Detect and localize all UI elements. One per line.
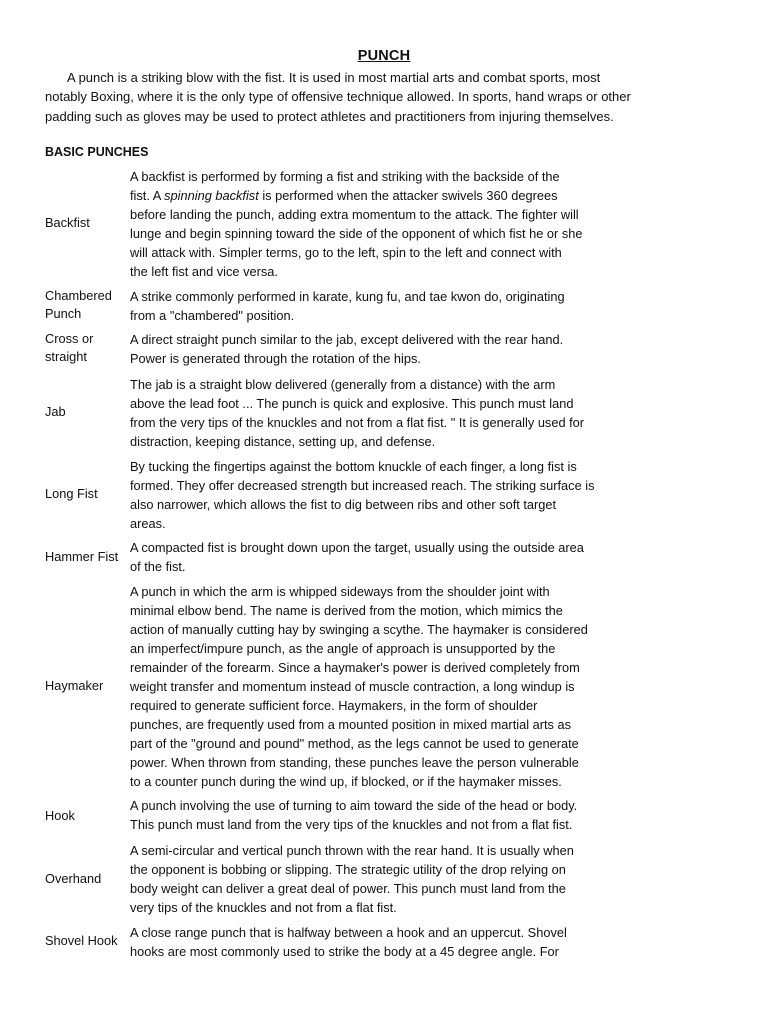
punch-entry-jab: [45, 375, 645, 451]
punch-description: A semi-circular and vertical punch thrown with the rear hand. It is usually when the opponent is bobbing or slipping. The strategic utility of the drop relying on body weight can deliver a great deal of power. This punch must land from the very tips of the knuckles and not from a flat fist.: [130, 843, 574, 915]
punch-term: Overhand: [45, 871, 102, 886]
punch-description: By tucking the fingertips against the bottom knuckle of each finger, a long fist is formed. They offer decreased strength but increased reach. The striking surface is also narrower, which allows the fist to dig between ribs and other soft target areas.: [130, 459, 595, 531]
section-heading: BASIC PUNCHES: [45, 145, 149, 159]
punch-term: Hammer Fist: [45, 549, 119, 564]
emphasis-term: spinning backfist: [164, 188, 259, 203]
punch-description: A punch in which the arm is whipped sideways from the shoulder joint with minimal elbow bend. The name is derived from the motion, which mimics the action of manually cutting hay by swinging a scythe. The haymaker is considered an imperfect/impure punch, as the angle of approach is unsupported by the remainder of the forearm. Since a haymaker's power is derived completely from weight transfer and momentum instead of muscle contraction, a long windup is required to generate sufficient force. Haymakers, in the form of shoulder punches, are frequently used from a mounted position in mixed martial arts as part of the "ground and pound" method, as the legs cannot be used to generate power. When thrown from standing, these punches leave the person vulnerable to a counter punch during the wind up, if blocked, or if the haymaker misses.: [130, 584, 588, 789]
punch-description: A direct straight punch similar to the jab, except delivered with the rear hand. Power is generated through the rotation of the hips.: [130, 332, 564, 366]
intro-paragraph: [45, 68, 695, 126]
punch-entry-hook: [45, 796, 645, 834]
page-title: PUNCH: [357, 48, 411, 64]
punch-description: A close range punch that is halfway between a hook and an uppercut. Shovel hooks are most commonly used to strike the body at a 45 degree angle. For: [130, 925, 567, 959]
punch-entry-overhand: [45, 841, 645, 917]
intro-line: padding such as gloves may be used to protect athletes and practitioners from injuring themselves.: [45, 108, 614, 124]
intro-line: A punch is a striking blow with the fist. It is used in most martial arts and combat sports, most: [67, 70, 601, 85]
punch-description: A strike commonly performed in karate, kung fu, and tae kwon do, originating from a "chambered" position.: [130, 289, 565, 323]
punch-entry-cross: [45, 330, 645, 368]
punch-entry-backfist: [45, 167, 645, 281]
punch-entry-hammer-fist: [45, 538, 645, 576]
punch-entry-long-fist: [45, 457, 645, 533]
punch-term: Cross or straight: [45, 331, 94, 365]
punch-description: The jab is a straight blow delivered (generally from a distance) with the arm above the lead foot ... The punch is quick and explosive. This punch must land from the very tips of the knuckles and not from a flat fist. " It is generally used for distraction, keeping distance, setting up, and defense.: [130, 377, 585, 449]
punch-term: Haymaker: [45, 678, 104, 693]
punch-description: A compacted fist is brought down upon the target, usually using the outside area of the fist.: [130, 540, 584, 574]
punch-description: A backfist is performed by forming a fist and striking with the backside of the fist. A spinning backfist is performed when the attacker swivels 360 degrees before landing the punch, adding extra momentum to the attack. The fighter will lunge and begin spinning toward the side of the opponent of which fist he or she will attack with. Simpler terms, go to the left, spin to the left and connect with the left fist and vice versa.: [130, 169, 583, 279]
punch-term: Long Fist: [45, 486, 98, 501]
intro-line: notably Boxing, where it is the only type of offensive technique allowed. In sports, hand wraps or other: [45, 89, 631, 105]
punch-term: Jab: [45, 404, 66, 419]
punch-term: Shovel Hook: [45, 933, 118, 948]
punch-entry-chambered: [45, 287, 645, 325]
punch-description: A punch involving the use of turning to aim toward the side of the head or body. This punch must land from the very tips of the knuckles and not from a flat fist.: [130, 798, 578, 832]
punch-entry-shovel-hook: [45, 923, 645, 961]
punch-term: Chambered Punch: [45, 288, 112, 322]
punch-entry-haymaker: [45, 582, 645, 792]
punch-term: Hook: [45, 808, 75, 823]
punch-term: Backfist: [45, 215, 90, 230]
